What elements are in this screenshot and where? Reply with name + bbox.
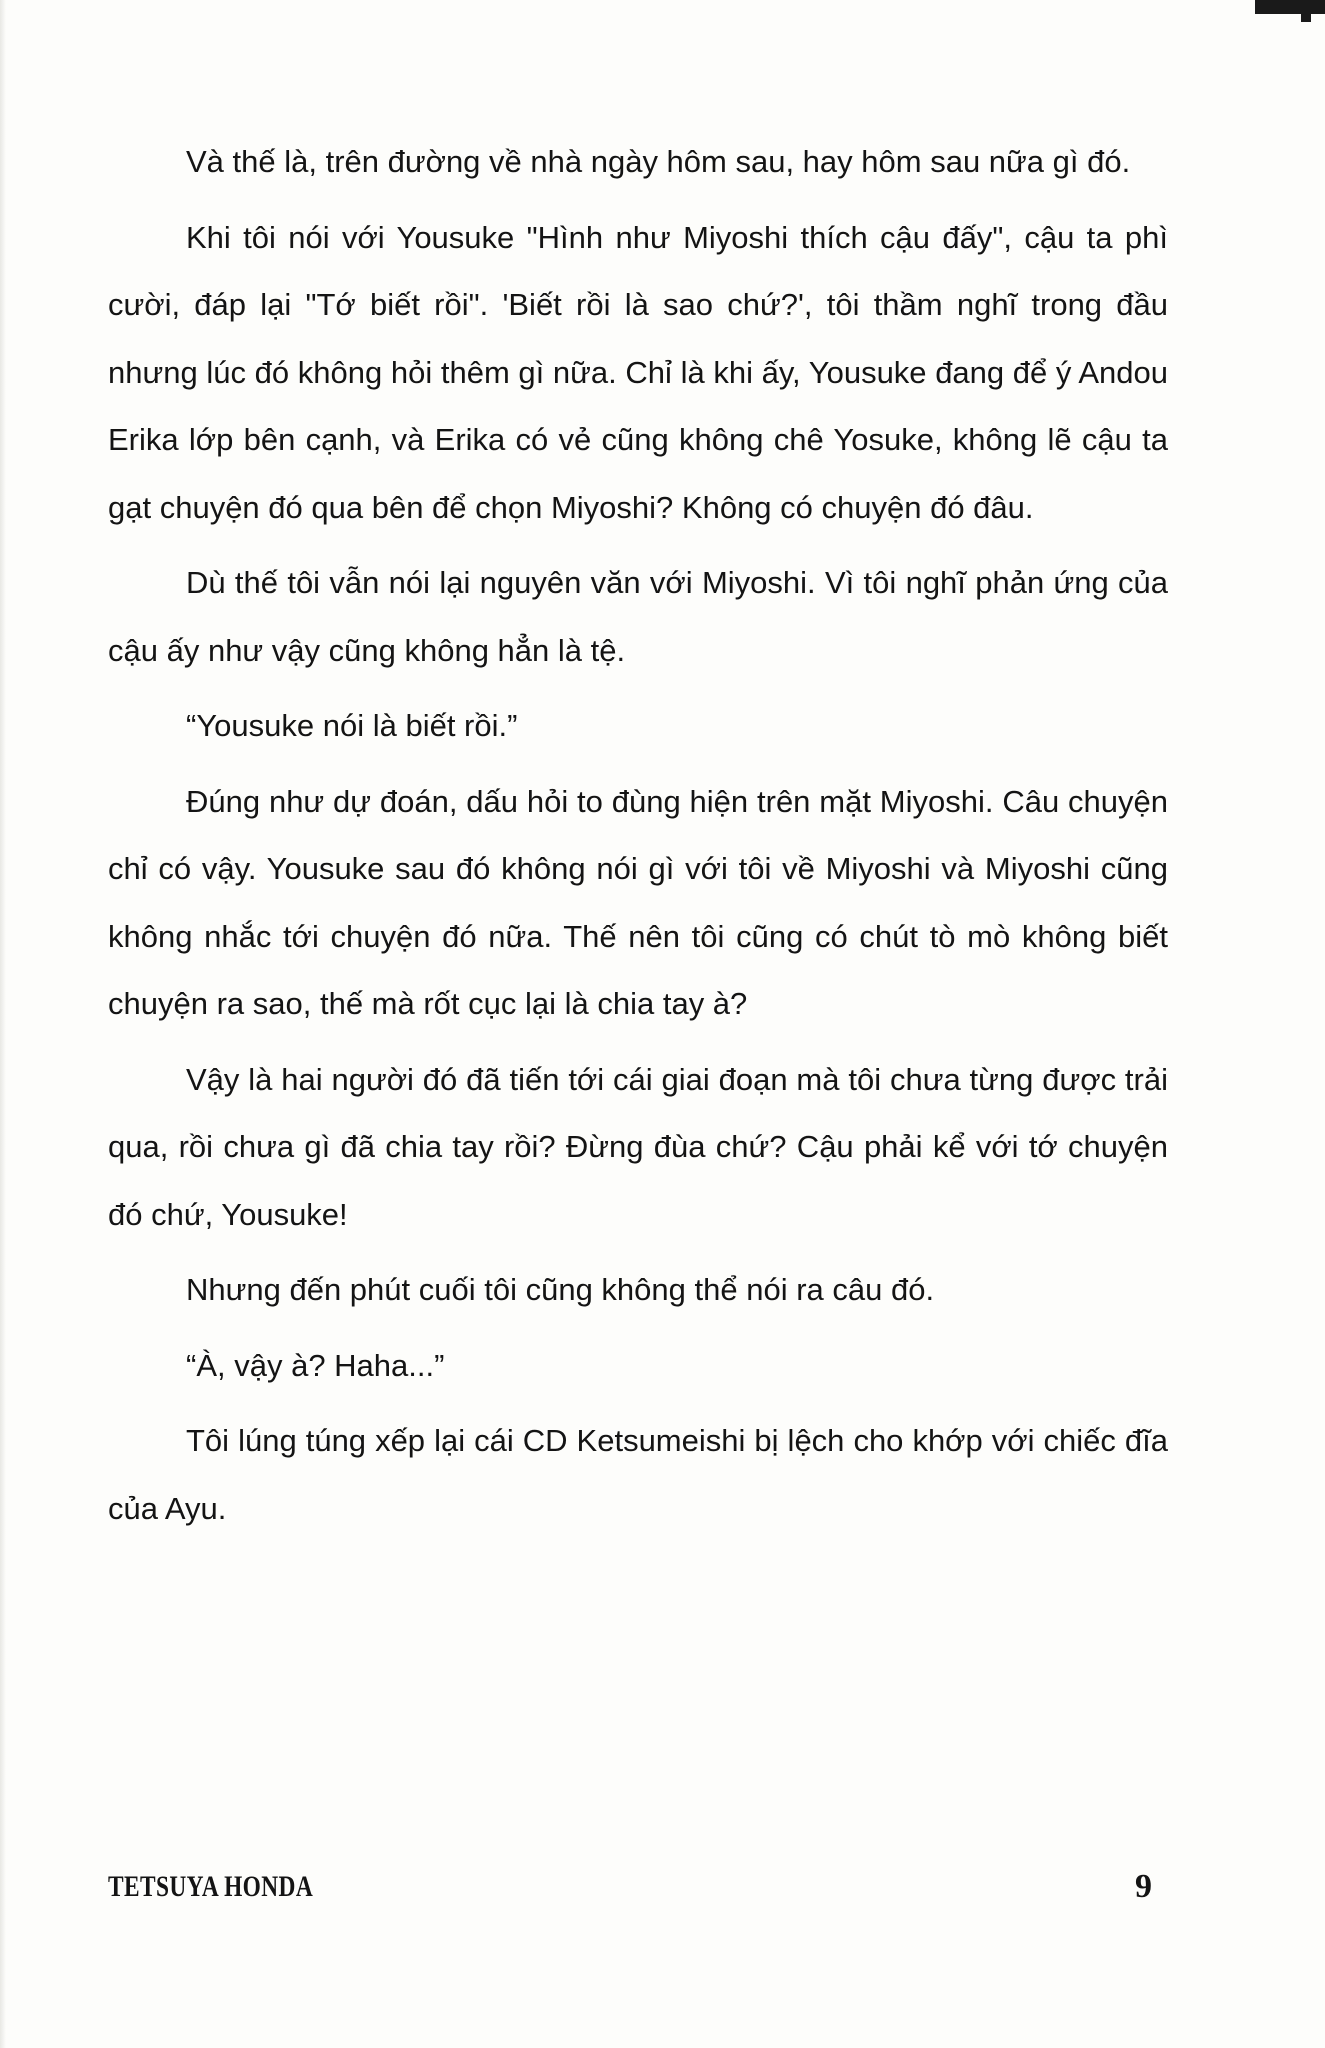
paragraph: Và thế là, trên đường về nhà ngày hôm sau, hay hôm sau nữa gì đó. [186,144,1131,179]
paragraph: Tôi lúng túng xếp lại cái CD Ketsumeishi bị lệch cho khớp với chiếc đĩa của Ayu. [108,1423,1168,1526]
page-edge-shadow [0,0,6,2048]
page-corner-mark [1255,0,1325,14]
paragraph: Khi tôi nói với Yousuke "Hình như Miyoshi thích cậu đấy", cậu ta phì cười, đáp lại "Tớ biết rồi". 'Biết rồi là sao chứ?', tôi thầm nghĩ trong đầu nhưng lúc đó không hỏi thêm gì nữa. Chỉ là khi ấy, Yousuke đang để ý Andou Erika lớp bên cạnh, và Erika có vẻ cũng không chê Yosuke, không lẽ cậu ta gạt chuyện đó qua bên để chọn Miyoshi? Không có chuyện đó đâu. [108,219,1168,525]
page-number: 9 [1135,1868,1152,1905]
dialogue-line: “Yousuke nói là biết rồi.” [186,708,518,743]
page-corner-mark-tab [1301,0,1311,22]
paragraph: Vậy là hai người đó đã tiến tới cái giai đoạn mà tôi chưa từng được trải qua, rồi chưa gì đã chia tay rồi? Đừng đùa chứ? Cậu phải kể với tớ chuyện đó chứ, Yousuke! [108,1061,1168,1232]
paragraph: Dù thế tôi vẫn nói lại nguyên văn với Miyoshi. Vì tôi nghĩ phản ứng của cậu ấy như vậy cũng không hẳn là tệ. [108,565,1168,668]
body-text [108,128,1168,1550]
paragraph: Đúng như dự đoán, dấu hỏi to đùng hiện trên mặt Miyoshi. Câu chuyện chỉ có vậy. Yousuke sau đó không nói gì với tôi về Miyoshi và Miyoshi cũng không nhắc tới chuyện đó nữa. Thế nên tôi cũng có chút tò mò không biết chuyện ra sao, thế mà rốt cục lại là chia tay à? [108,783,1168,1021]
paragraph: Nhưng đến phút cuối tôi cũng không thể nói ra câu đó. [186,1272,935,1307]
footer-author: TETSUYA HONDA [108,1870,314,1903]
dialogue-line: “À, vậy à? Haha...” [186,1347,445,1383]
